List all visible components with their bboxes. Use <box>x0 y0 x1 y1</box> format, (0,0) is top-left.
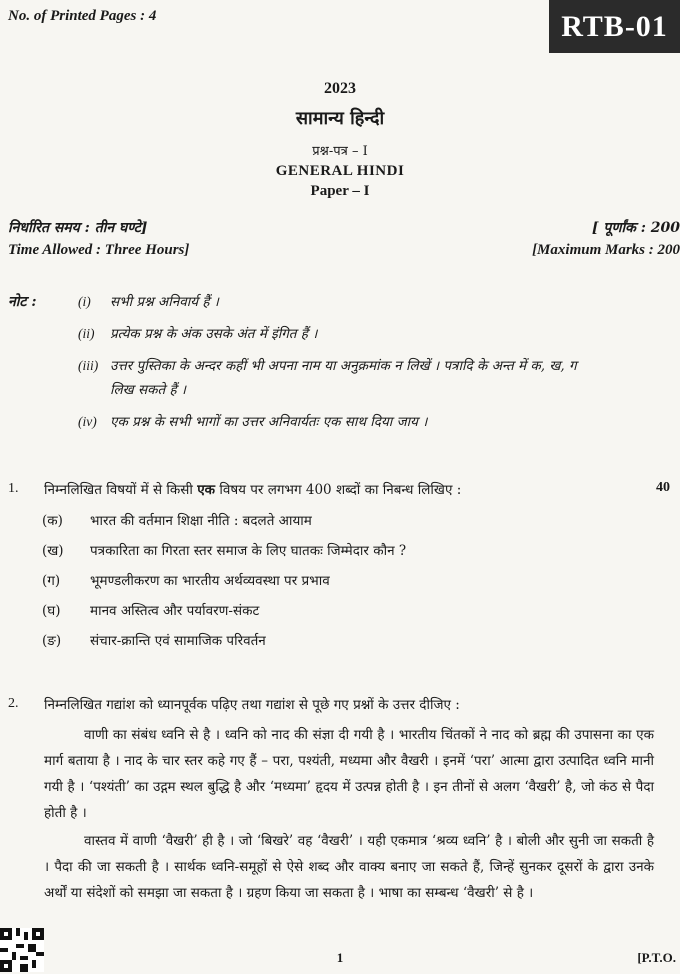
subject-title-english: GENERAL HINDI <box>275 163 405 179</box>
question-marks: 40 <box>656 480 670 495</box>
question-text-post: विषय पर लगभग 400 शब्दों का निबन्ध लिखिए : <box>215 482 462 498</box>
option-text: संचार-क्रान्ति एवं सामाजिक परिवर्तन <box>90 633 266 649</box>
page-number: 1 <box>336 950 344 965</box>
question-number: 1. <box>8 481 19 496</box>
essay-option <box>42 541 406 559</box>
option-label: (ख) <box>42 543 64 559</box>
passage-text: वास्तव में वाणी ‘वैखरी’ ही है । जो ‘बिखरे’ वह ‘वैखरी’ । यही एकमात्र ‘श्रव्य ध्वनि’ है । बोली और सुनी जा सकती है । पैदा की जा सकती है । सार्थक ध्वनि-समूहों से ऐसे शब्द और वाक्य बनाए जा सकते हैं, जिन्हें सुनकर दूसरों के द्वारा उनके अर्थों या संदेशों को समझा जा सकता है । ग्रहण किया जा सकता है । भाषा का सम्बन्ध ‘वैखरी’ से है । <box>44 833 654 901</box>
option-label: (ङ) <box>42 633 62 649</box>
essay-option <box>42 631 266 649</box>
note-number: (i) <box>78 294 91 309</box>
printed-pages-count: No. of Printed Pages : 4 <box>8 8 157 24</box>
note-text: सभी प्रश्न अनिवार्य हैं । <box>110 294 219 310</box>
exam-year: 2023 <box>324 80 356 97</box>
option-text: भारत की वर्तमान शिक्षा नीति : बदलते आयाम <box>90 513 312 529</box>
question-text-emphasis: एक <box>197 482 216 498</box>
question-number: 2. <box>8 696 19 711</box>
question-text: निम्नलिखित गद्यांश को ध्यानपूर्वक पढ़िए तथा गद्यांश से पूछे गए प्रश्नों के उत्तर दीजिए : <box>44 697 460 713</box>
max-marks-hindi: [ पूर्णांक : 200 <box>591 220 680 236</box>
note-item <box>78 322 668 346</box>
passage-paragraph <box>44 722 654 826</box>
option-label: (ग) <box>42 573 61 589</box>
max-marks-english: [Maximum Marks : 200 <box>532 242 680 258</box>
note-item <box>78 410 668 434</box>
essay-option <box>42 571 330 589</box>
note-text: प्रत्येक प्रश्न के अंक उसके अंत में इंगित हैं । <box>110 326 318 342</box>
note-number: (iv) <box>78 414 97 429</box>
option-text: मानव अस्तित्व और पर्यावरण-संकट <box>90 603 260 619</box>
note-item <box>78 290 668 314</box>
question-text-pre: निम्नलिखित विषयों में से किसी <box>44 482 198 498</box>
paper-number-hindi: प्रश्न-पत्र – I <box>312 144 368 159</box>
note-text: उत्तर पुस्तिका के अन्दर कहीं भी अपना नाम या अनुक्रमांक न लिखें । पत्रादि के अन्त में क, ख, ग <box>110 358 577 374</box>
passage-text: वाणी का संबंध ध्वनि से है । ध्वनि को नाद की संज्ञा दी गयी है । भारतीय चिंतकों ने नाद को ब्रह्म की उपासना का एक मार्ग बताया है । नाद के चार स्तर कहे गए हैं – परा, पश्यंती, मध्यमा और वैखरी । इनमें ‘परा’ आत्मा द्वारा उत्पादित ध्वनि मानी गयी है । ‘पश्यंती’ का उद्गम स्थल बुद्धि है और ‘मध्यमा’ हृदय में उत्पन्न होती है । इन तीनों से अलग ‘वैखरी’ है, जो कंठ से पैदा होती है । <box>44 727 654 821</box>
option-label: (क) <box>42 513 63 529</box>
note-text-continued: लिख सकते हैं । <box>110 382 187 398</box>
question-text <box>44 480 654 498</box>
paper-number-english: Paper – I <box>310 183 370 199</box>
essay-option <box>42 511 312 529</box>
essay-option <box>42 601 259 619</box>
note-label: नोट : <box>8 294 37 310</box>
passage-paragraph <box>44 828 654 906</box>
note-text: एक प्रश्न के सभी भागों का उत्तर अनिवार्यतः एक साथ दिया जाय । <box>110 414 428 430</box>
subject-title-hindi: सामान्य हिन्दी <box>295 108 385 129</box>
time-allowed-english: Time Allowed : Three Hours] <box>8 242 190 258</box>
paper-code-badge: RTB-01 <box>549 0 680 53</box>
option-text: भूमण्डलीकरण का भारतीय अर्थव्यवस्था पर प्रभाव <box>90 573 330 589</box>
note-number: (ii) <box>78 326 95 341</box>
option-text: पत्रकारिता का गिरता स्तर समाज के लिए घातकः जिम्मेदार कौन ? <box>90 543 407 559</box>
time-allowed-hindi: निर्धारित समय : तीन घण्टे] <box>8 220 148 236</box>
note-item <box>78 354 668 402</box>
please-turn-over: [P.T.O. <box>637 950 676 965</box>
note-number: (iii) <box>78 358 99 373</box>
option-label: (घ) <box>42 603 61 619</box>
